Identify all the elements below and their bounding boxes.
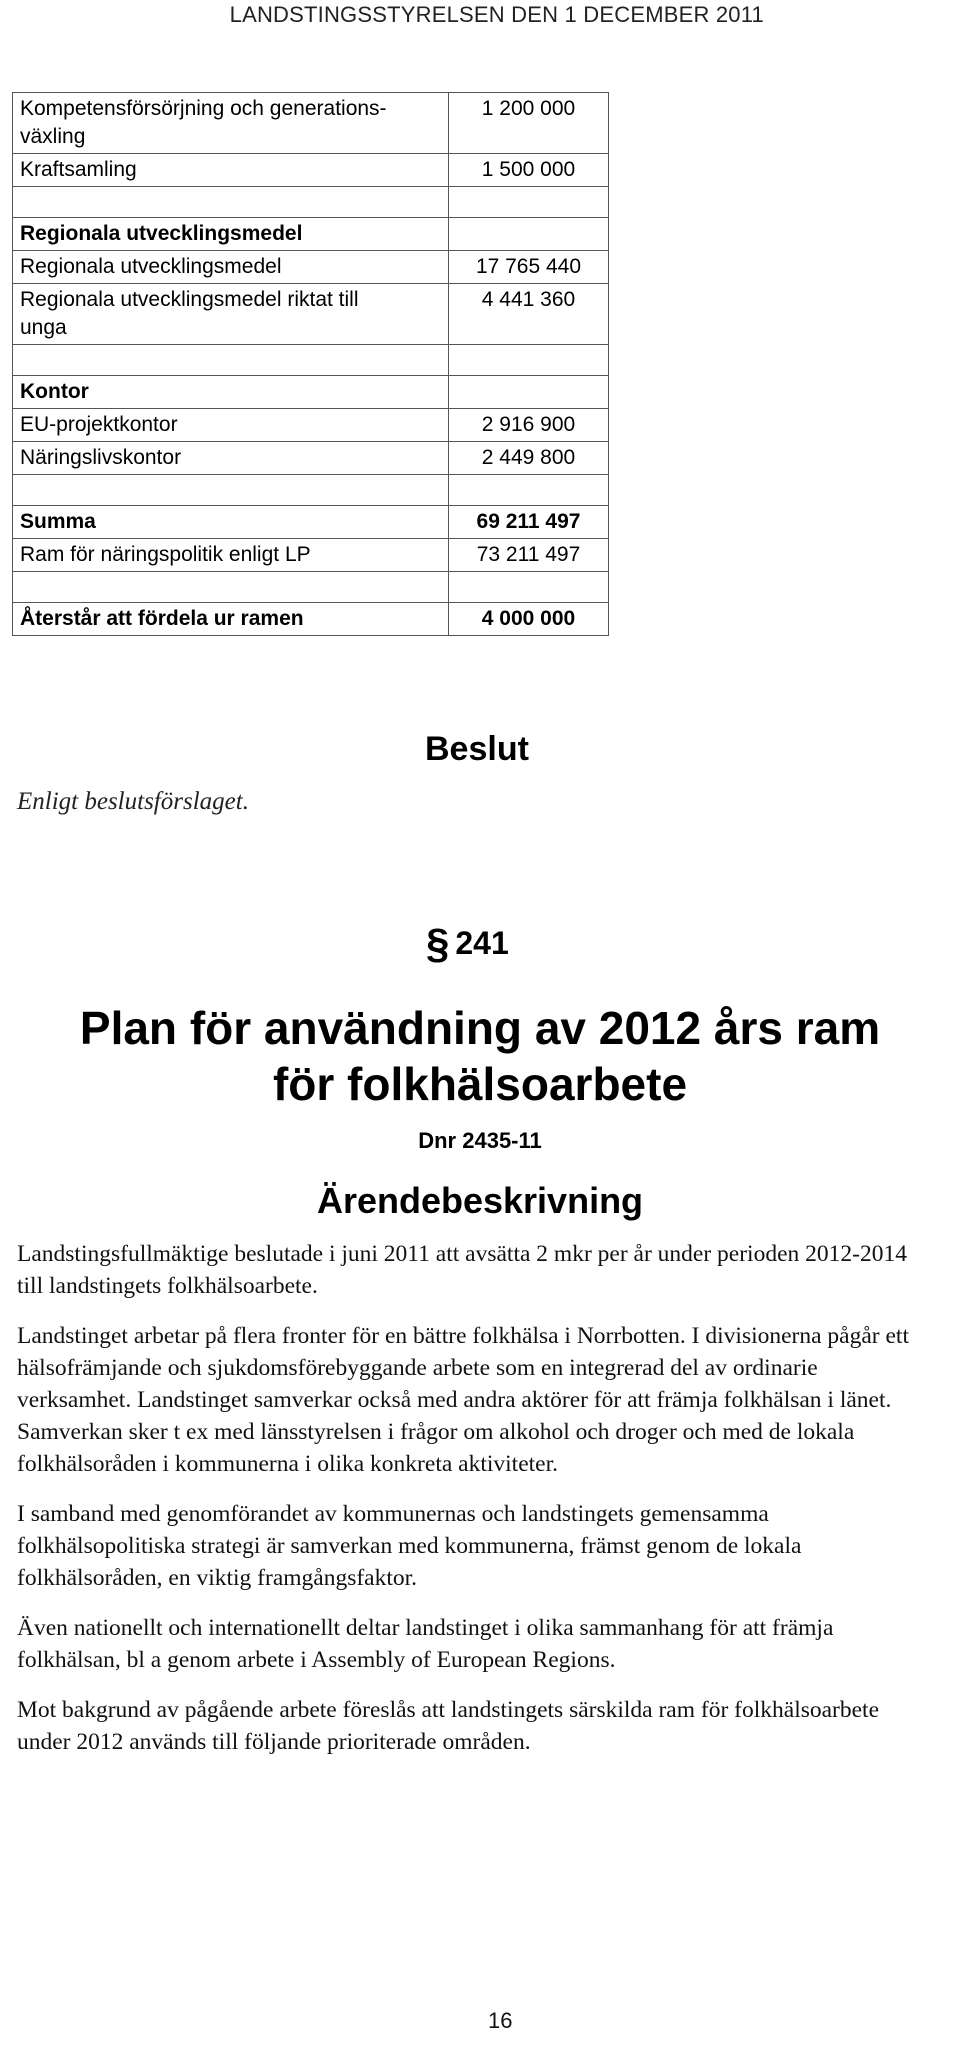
table-cell-label: Näringslivskontor (13, 442, 449, 475)
table-cell-amount (449, 376, 609, 409)
table-cell-amount: 1 200 000 (449, 93, 609, 154)
table-cell-amount: 1 500 000 (449, 154, 609, 187)
section-number-value: 241 (455, 925, 509, 961)
page-header: LANDSTINGSSTYRELSEN DEN 1 DECEMBER 2011 (229, 2, 764, 27)
case-description-body (17, 1238, 937, 1776)
table-cell-label: Regionala utvecklingsmedel (13, 251, 449, 284)
table-cell-amount: 17 765 440 (449, 251, 609, 284)
budget-table-body (13, 93, 609, 636)
table-cell-amount (449, 218, 609, 251)
budget-table (12, 92, 609, 636)
section-title-line-1: Plan för användning av 2012 års ram (79, 1002, 881, 1054)
table-cell-label: Kompetensförsörjning och generations- växling (13, 93, 449, 154)
table-row (13, 93, 609, 154)
table-cell-label (13, 572, 449, 603)
table-cell-amount (449, 345, 609, 376)
paragraph: Landstinget arbetar på flera fronter för en bättre folkhälsa i Norrbotten. I divisionerna pågår ett hälsofrämjande och sjukdomsförebyggande arbete som en integrerad del av ordinarie verksamhet. Landstinget samverkar också med andra aktörer för att främja folkhälsan i länet. Samverkan sker t ex med länsstyrelsen i frågor om alkohol och droger och med de lokala folkhälsoråden i kommunerna i olika konkreta aktiviteter. (17, 1323, 909, 1477)
diary-number: Dnr 2435-11 (418, 1128, 542, 1153)
table-row (13, 284, 609, 345)
table-cell-label (13, 345, 449, 376)
table-row (13, 376, 609, 409)
table-row (13, 603, 609, 636)
table-row (13, 506, 609, 539)
table-cell-label: Kraftsamling (13, 154, 449, 187)
paragraph: I samband med genomförandet av kommunernas och landstingets gemensamma folkhälsopolitiska strategi är samverkan med kommunerna, främst genom de lokala folkhälsoråden, en viktig framgångsfaktor. (17, 1501, 802, 1591)
table-cell-amount: 4 441 360 (449, 284, 609, 345)
table-cell-amount: 2 916 900 (449, 409, 609, 442)
decision-heading: Beslut (425, 730, 529, 768)
paragraph: Landstingsfullmäktige beslutade i juni 2011 att avsätta 2 mkr per år under perioden 2012-2014 till landstingets folkhälsoarbete. (17, 1241, 907, 1299)
table-cell-label (13, 475, 449, 506)
section-title (0, 1000, 960, 1112)
case-description-heading: Ärendebeskrivning (316, 1180, 644, 1221)
table-row (13, 345, 609, 376)
table-cell-amount: 2 449 800 (449, 442, 609, 475)
table-cell-amount (449, 475, 609, 506)
table-row (13, 187, 609, 218)
table-cell-label: Regionala utvecklingsmedel riktat till unga (13, 284, 449, 345)
table-cell-amount: 73 211 497 (449, 539, 609, 572)
table-cell-label: Ram för näringspolitik enligt LP (13, 539, 449, 572)
decision-text: Enligt beslutsförslaget. (17, 788, 249, 815)
table-row (13, 218, 609, 251)
table-cell-amount: 69 211 497 (449, 506, 609, 539)
table-row (13, 409, 609, 442)
paragraph: Även nationellt och internationellt deltar landstinget i olika sammanhang för att främja folkhälsan, bl a genom arbete i Assembly of European Regions. (17, 1615, 834, 1673)
table-row (13, 539, 609, 572)
table-row (13, 154, 609, 187)
paragraph: Mot bakgrund av pågående arbete föreslås att landstingets särskilda ram för folkhälsoarbete under 2012 används till följande prioriterade områden. (17, 1697, 880, 1755)
table-row (13, 442, 609, 475)
section-title-line-2: för folkhälsoarbete (272, 1058, 688, 1110)
page-number: 16 (488, 2008, 513, 2033)
table-cell-label: Kontor (13, 376, 449, 409)
table-row (13, 251, 609, 284)
table-cell-amount: 4 000 000 (449, 603, 609, 636)
table-cell-label (13, 187, 449, 218)
table-cell-label: Regionala utvecklingsmedel (13, 218, 449, 251)
table-cell-label: Summa (13, 506, 449, 539)
section-number (426, 920, 509, 968)
table-row (13, 572, 609, 603)
table-cell-amount (449, 187, 609, 218)
table-cell-label: EU-projektkontor (13, 409, 449, 442)
table-cell-label: Återstår att fördela ur ramen (13, 603, 449, 636)
table-row (13, 475, 609, 506)
section-symbol: § (426, 920, 450, 967)
table-cell-amount (449, 572, 609, 603)
